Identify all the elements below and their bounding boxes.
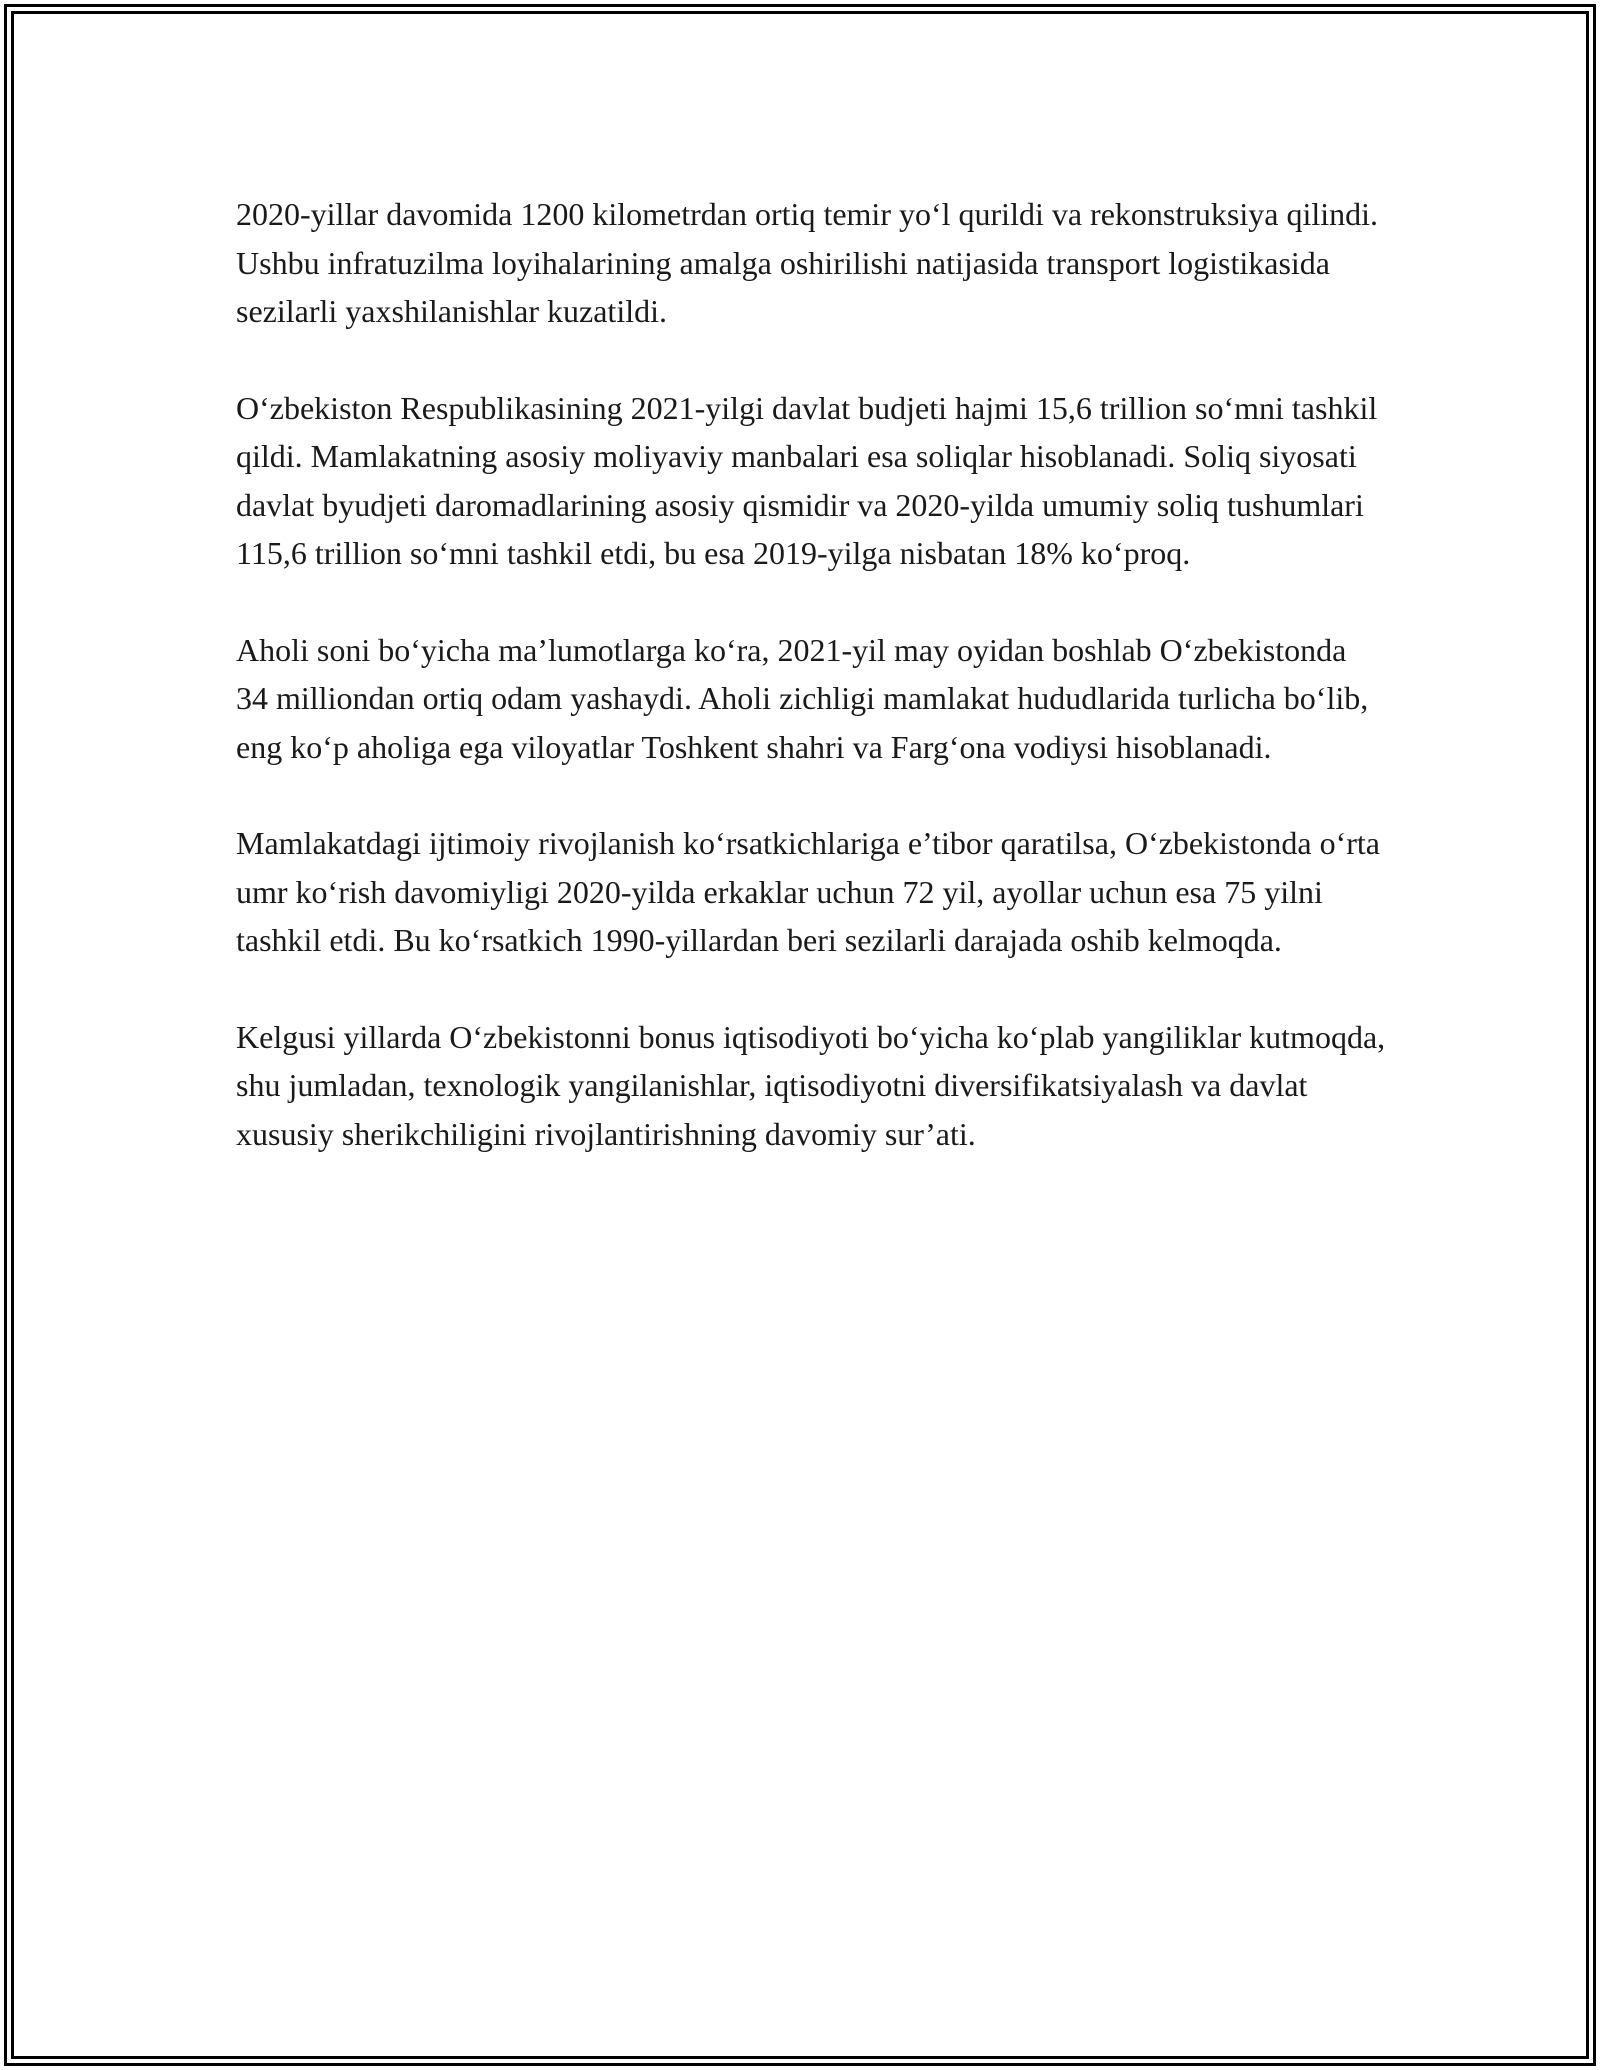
paragraph-railways: 2020-yillar davomida 1200 kilometrdan ortiq temir yo‘l qurildi va rekonstruksiya qilindi. Ushbu infratuzilma loyihalarining amalga oshirilishi natijasida transport logistikasida sezilarli yaxshilanishlar kuzatildi. — [236, 196, 1379, 329]
paragraph-population: Aholi soni bo‘yicha ma’lumotlarga ko‘ra, 2021-yil may oyidan boshlab O‘zbekistonda 34 milliondan ortiq odam yashaydi. Aholi zichligi mamlakat hududlarida turlicha bo‘lib, eng ko‘p aholiga ega viloyatlar Toshkent shahri va Farg‘ona vodiysi hisoblanadi. — [236, 631, 1369, 765]
paragraph-life-expectancy: Mamlakatdagi ijtimoiy rivojlanish ko‘rsatkichlariga e’tibor qaratilsa, O‘zbekistonda o‘rta umr ko‘rish davomiyligi 2020-yilda erkaklar uchun 72 yil, ayollar uchun esa 75 yilni tashkil etdi. Bu ko‘rsatkich 1990-yillardan beri sezilarli darajada oshib kelmoqda. — [236, 825, 1380, 958]
document-body — [236, 190, 1386, 1206]
paragraph-budget: O‘zbekiston Respublikasining 2021-yilgi davlat budjeti hajmi 15,6 trillion so‘mni tashkil qildi. Mamlakatning asosiy moliyaviy manbalari esa soliqlar hisoblanadi. Soliq siyosati davlat byudjeti daromadlarining asosiy qismidir va 2020-yilda umumiy soliq tushumlari 115,6 trillion so‘mni tashkil etdi, bu esa 2019-yilga nisbatan 18% ko‘proq. — [236, 389, 1378, 571]
paragraph-outlook: Kelgusi yillarda O‘zbekistonni bonus iqtisodiyoti bo‘yicha ko‘plab yangiliklar kutmoqda, shu jumladan, texnologik yangilanishlar, iqtisodiyotni diversifikatsiyalash va davlat xususiy sherikchiligini rivojlantirishning davomiy sur’ati. — [236, 1018, 1386, 1152]
